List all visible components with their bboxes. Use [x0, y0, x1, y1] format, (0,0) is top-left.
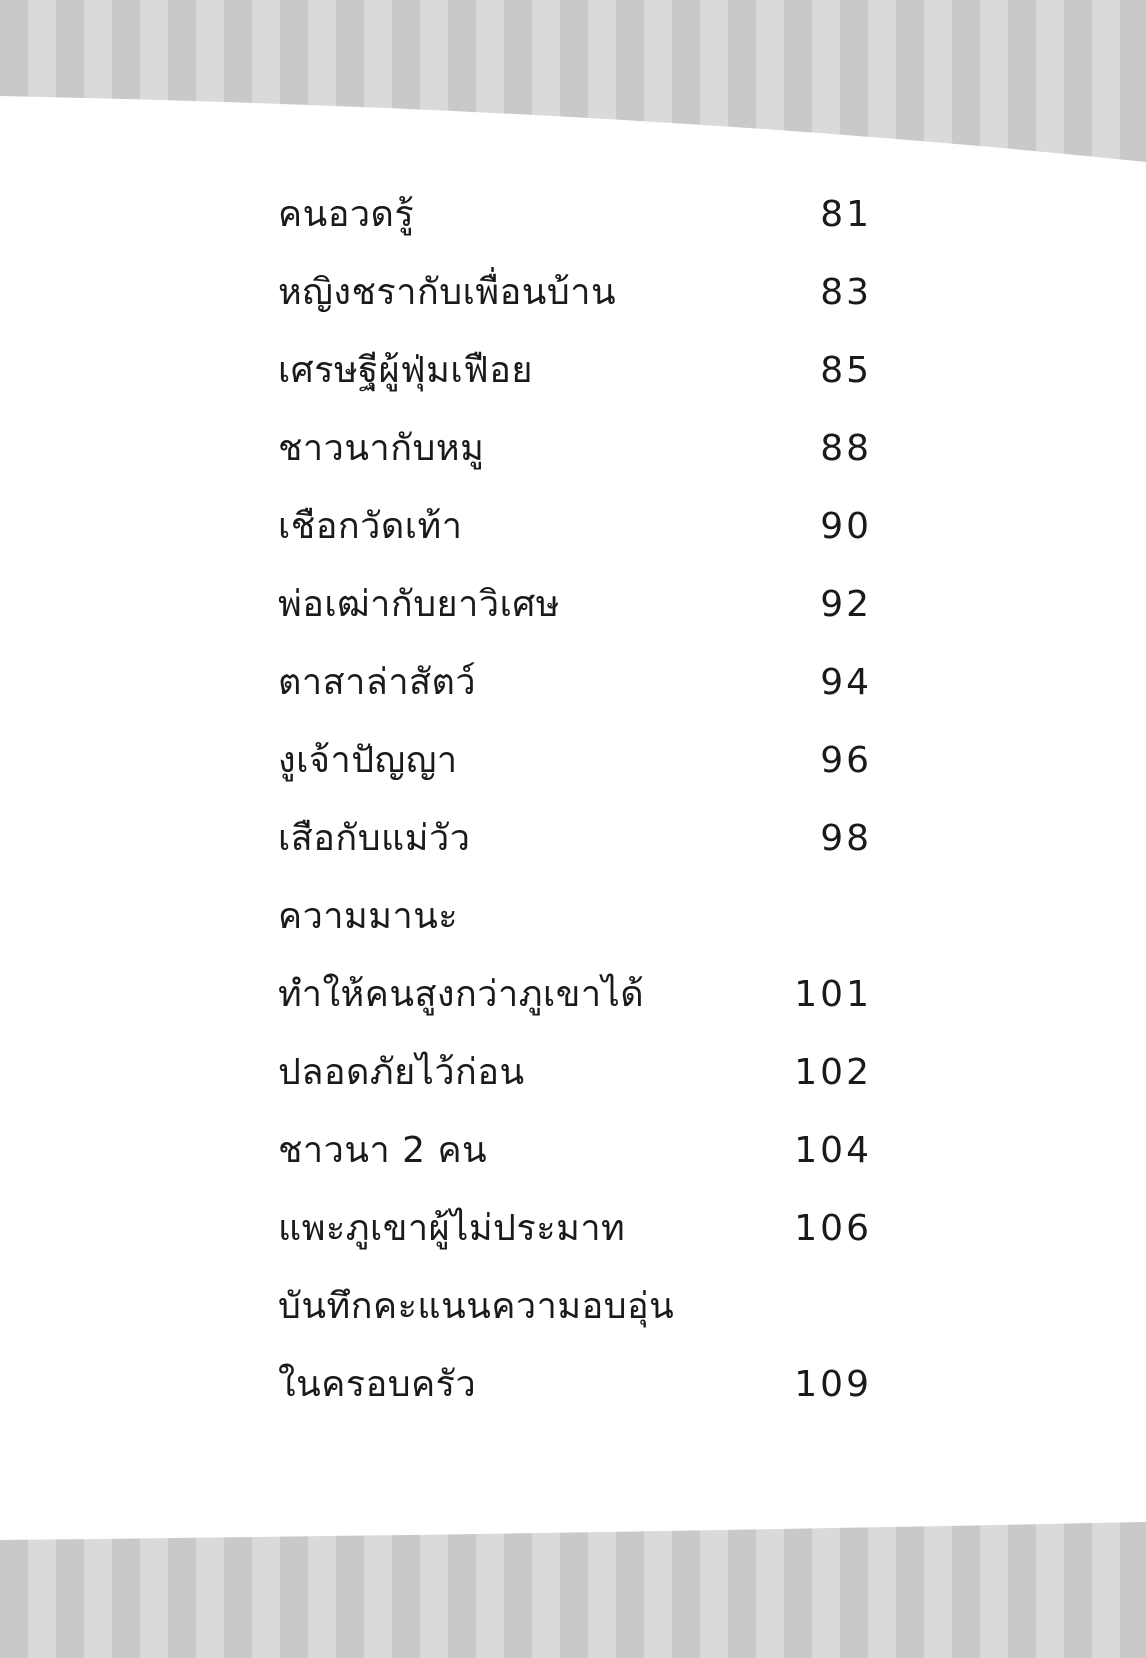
toc-entry[interactable] — [278, 956, 872, 1034]
toc-entry-title: ชาวนากับหมู — [278, 428, 485, 469]
toc-entry-title: ชาวนา 2 คน — [278, 1130, 488, 1171]
toc-entry-page: 98 — [820, 818, 872, 859]
toc-entry-page: 81 — [820, 194, 872, 235]
toc-entry-title: ทำให้คนสูงกว่าภูเขาได้ — [278, 974, 645, 1015]
toc-entry-page: 106 — [794, 1208, 872, 1249]
toc-entry[interactable] — [278, 1268, 872, 1346]
toc-entry-title: บันทึกคะแนนความอบอุ่น — [278, 1286, 675, 1327]
toc-entry[interactable] — [278, 1190, 872, 1268]
toc-entry[interactable] — [278, 800, 872, 878]
toc-entry[interactable] — [278, 410, 872, 488]
toc-entry[interactable] — [278, 1034, 872, 1112]
toc-entry[interactable] — [278, 1346, 872, 1424]
toc-entry-page: 96 — [820, 740, 872, 781]
toc-entry-page: 94 — [820, 662, 872, 703]
toc-entry-page: 83 — [820, 272, 872, 313]
toc-entry-title: ในครอบครัว — [278, 1364, 477, 1405]
toc-entry-page: 101 — [794, 974, 872, 1015]
toc-entry[interactable] — [278, 644, 872, 722]
toc-entry-page: 90 — [820, 506, 872, 547]
toc-entry[interactable] — [278, 722, 872, 800]
toc-entry[interactable] — [278, 1112, 872, 1190]
toc-entry-page: 109 — [794, 1364, 872, 1405]
toc-entry-title: ความมานะ — [278, 896, 459, 937]
toc-entry-title: ตาสาล่าสัตว์ — [278, 662, 477, 703]
toc-entry-title: ปลอดภัยไว้ก่อน — [278, 1052, 525, 1093]
table-of-contents — [278, 176, 872, 1424]
toc-entry-page: 104 — [794, 1130, 872, 1171]
toc-entry-page: 85 — [820, 350, 872, 391]
toc-entry-title: เสือกับแม่วัว — [278, 818, 471, 859]
toc-entry[interactable] — [278, 254, 872, 332]
toc-entry-title: เชือกวัดเท้า — [278, 506, 463, 547]
toc-entry-title: งูเจ้าปัญญา — [278, 740, 458, 781]
toc-entry-title: พ่อเฒ่ากับยาวิเศษ — [278, 584, 560, 625]
toc-entry-page: 92 — [820, 584, 872, 625]
toc-entry-title: เศรษฐีผู้ฟุ่มเฟือย — [278, 350, 533, 391]
toc-entry-title: แพะภูเขาผู้ไม่ประมาท — [278, 1208, 626, 1249]
toc-entry-page: 88 — [820, 428, 872, 469]
toc-entry[interactable] — [278, 878, 872, 956]
toc-entry-title: คนอวดรู้ — [278, 194, 415, 235]
toc-entry[interactable] — [278, 488, 872, 566]
toc-entry-page: 102 — [794, 1052, 872, 1093]
toc-entry[interactable] — [278, 176, 872, 254]
toc-entry-title: หญิงชรากับเพื่อนบ้าน — [278, 272, 617, 313]
toc-entry[interactable] — [278, 332, 872, 410]
toc-entry[interactable] — [278, 566, 872, 644]
